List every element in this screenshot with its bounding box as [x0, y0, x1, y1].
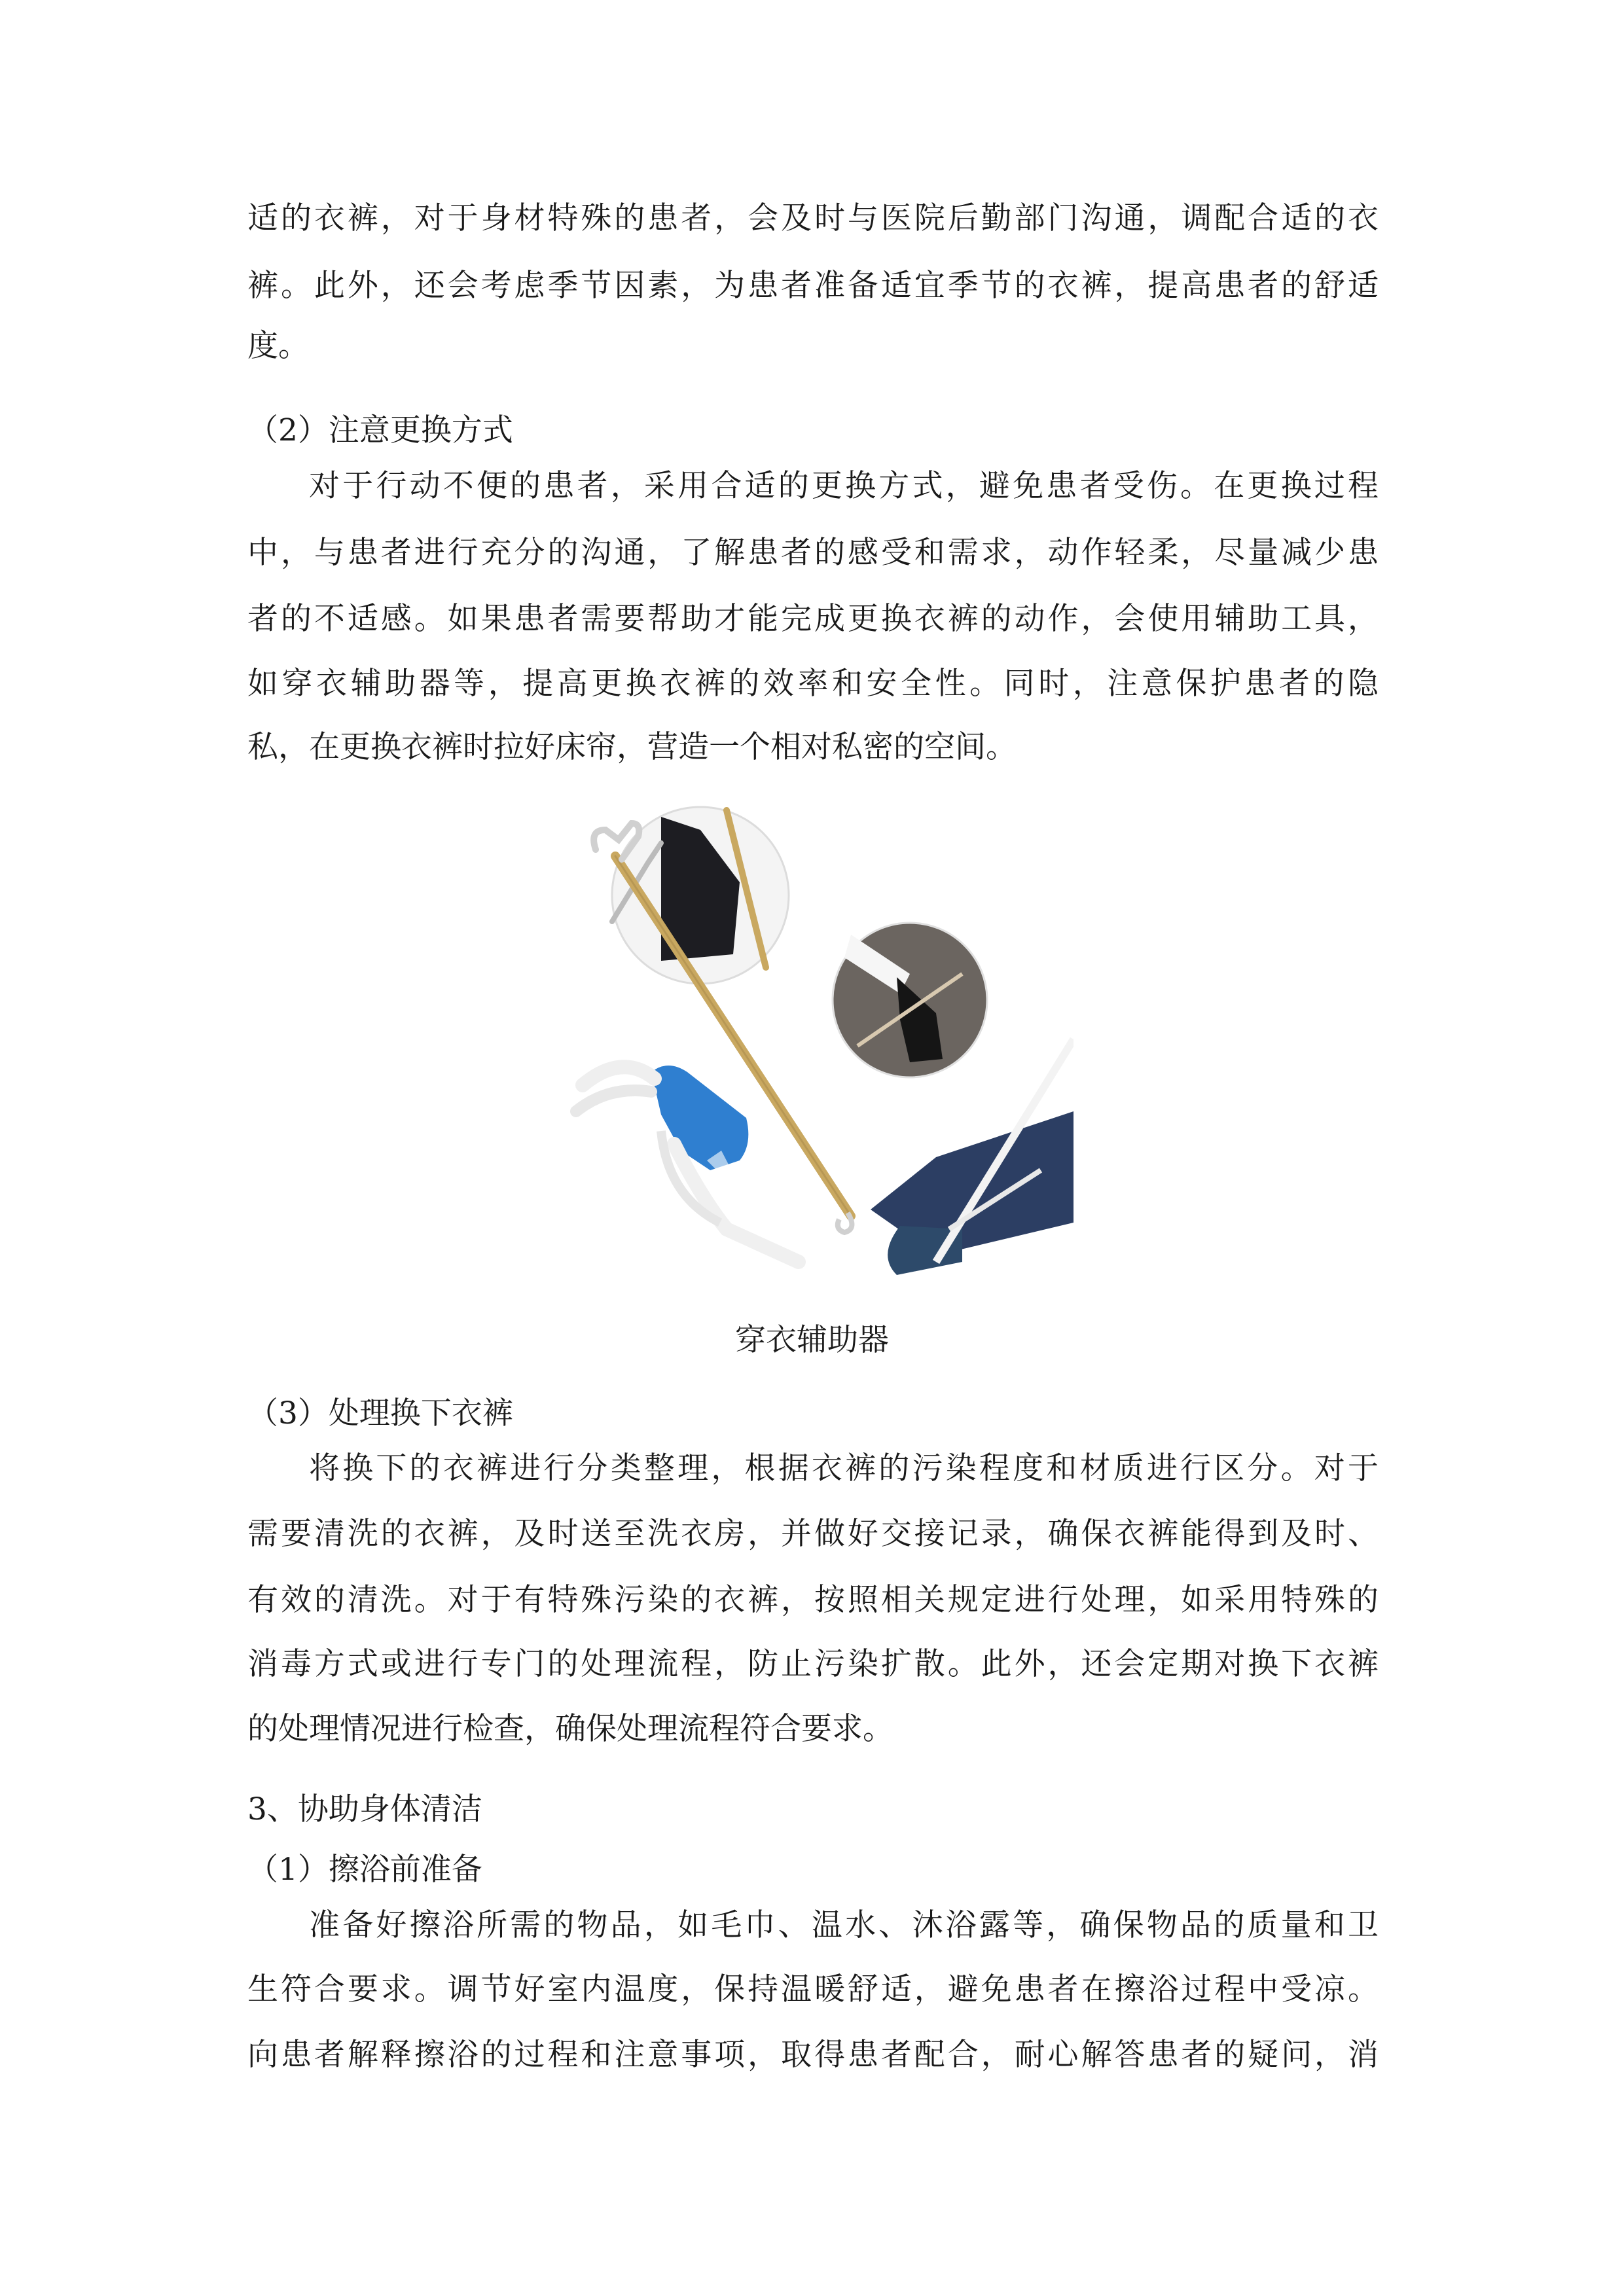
- paragraph-line: 有效的清洗。对于有特殊污染的衣裤，按照相关规定进行处理，如采用特殊的: [247, 1582, 1379, 1618]
- paragraph-line: 如穿衣辅助器等，提高更换衣裤的效率和安全性。同时，注意保护患者的隐: [247, 666, 1379, 702]
- dressing-aid-image: [569, 804, 1074, 1282]
- paragraph-line: 中，与患者进行充分的沟通，了解患者的感受和需求，动作轻柔，尽量减少患: [247, 535, 1379, 571]
- section-heading: （3）处理换下衣裤: [247, 1395, 513, 1431]
- paragraph-line: 生符合要求。调节好室内温度，保持温暖舒适，避免患者在擦浴过程中受凉。: [247, 1971, 1379, 2007]
- figure-caption: 穿衣辅助器: [735, 1322, 889, 1358]
- section-heading: 3、协助身体清洁: [247, 1791, 482, 1827]
- paragraph-line: 将换下的衣裤进行分类整理，根据衣裤的污染程度和材质进行区分。对于: [309, 1450, 1379, 1486]
- paragraph-line: 对于行动不便的患者，采用合适的更换方式，避免患者受伤。在更换过程: [309, 468, 1379, 504]
- paragraph-line: 者的不适感。如果患者需要帮助才能完成更换衣裤的动作，会使用辅助工具，: [247, 601, 1379, 637]
- paragraph-line: 私，在更换衣裤时拉好床帘，营造一个相对私密的空间。: [247, 729, 1017, 765]
- paragraph-line: 向患者解释擦浴的过程和注意事项，取得患者配合，耐心解答患者的疑问，消: [247, 2037, 1379, 2073]
- sock-aid: [576, 1066, 799, 1262]
- paragraph-line: 的处理情况进行检查，确保处理流程符合要求。: [247, 1711, 893, 1747]
- subsection-heading: （1）擦浴前准备: [247, 1852, 482, 1888]
- paragraph-line: 需要清洗的衣裤，及时送至洗衣房，并做好交接记录，确保衣裤能得到及时、: [247, 1516, 1379, 1552]
- paragraph-line: 消毒方式或进行专门的处理流程，防止污染扩散。此外，还会定期对换下衣裤: [247, 1646, 1379, 1682]
- paragraph-line: 裤。此外，还会考虑季节因素，为患者准备适宜季节的衣裤，提高患者的舒适: [247, 268, 1379, 304]
- section-heading: （2）注意更换方式: [247, 412, 513, 448]
- paragraph-line: 适的衣裤，对于身材特殊的患者，会及时与医院后勤部门沟通，调配合适的衣: [247, 200, 1379, 236]
- inset-leg-photo: [833, 923, 987, 1077]
- paragraph-line: 准备好擦浴所需的物品，如毛巾、温水、沐浴露等，确保物品的质量和卫: [309, 1907, 1379, 1943]
- paragraph-line: 度。: [247, 328, 309, 364]
